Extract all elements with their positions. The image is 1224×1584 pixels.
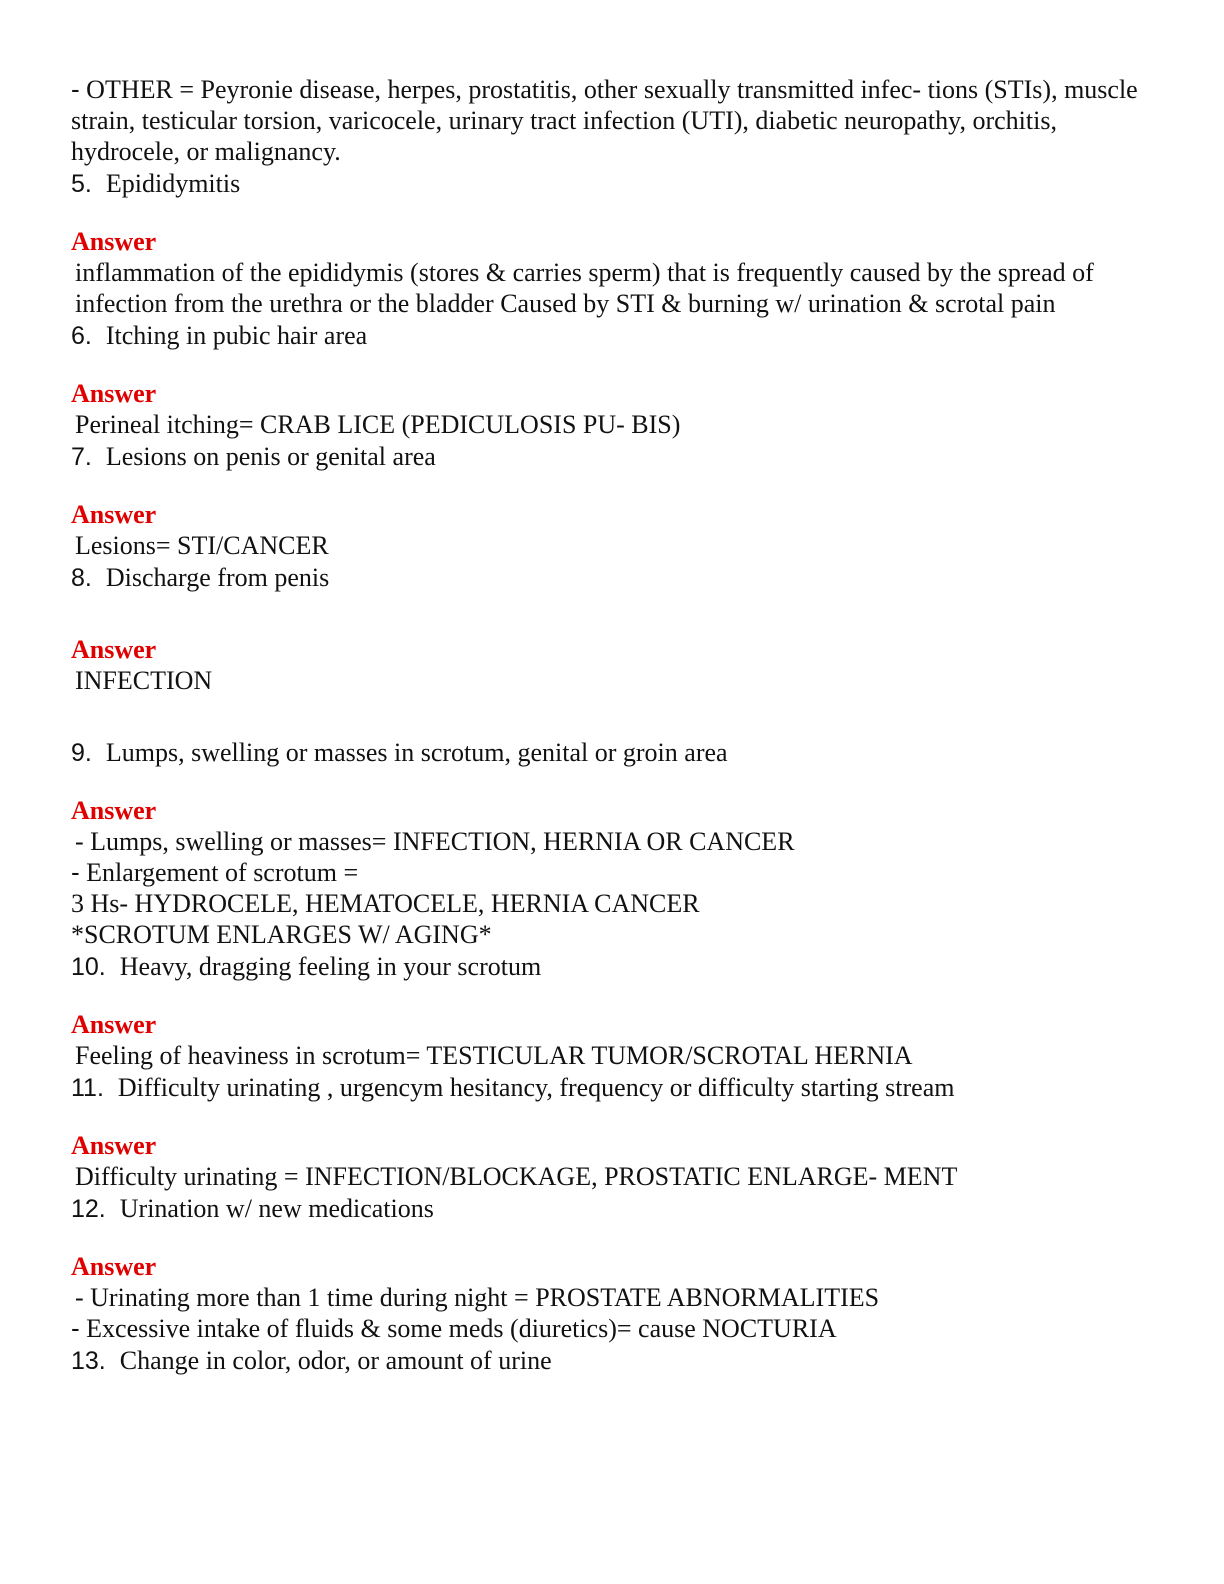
question-7 xyxy=(71,440,1161,474)
question-number: 5. xyxy=(71,170,92,198)
answer-label: Answer xyxy=(71,1010,157,1039)
answer-9-line-1: - Lumps, swelling or masses= INFECTION, HERNIA OR CANCER xyxy=(75,827,795,856)
answer-9-line-4: *SCROTUM ENLARGES W/ AGING* xyxy=(71,920,492,949)
answer-10-text: Feeling of heaviness in scrotum= TESTICULAR TUMOR/SCROTAL HERNIA xyxy=(75,1041,913,1070)
question-number: 8. xyxy=(71,564,92,592)
question-6 xyxy=(71,319,1161,353)
answer-label: Answer xyxy=(71,379,157,408)
answer-label: Answer xyxy=(71,635,157,664)
question-number: 12. xyxy=(71,1195,106,1223)
answer-8-text: INFECTION xyxy=(75,666,213,695)
question-10 xyxy=(71,950,1161,984)
question-text: Difficulty urinating , urgencym hesitancy, frequency or difficulty starting stream xyxy=(117,1073,955,1102)
answer-11-text: Difficulty urinating = INFECTION/BLOCKAGE, PROSTATIC ENLARGE- MENT xyxy=(75,1162,958,1191)
answer-5-tail: pain xyxy=(1010,289,1056,318)
question-number: 6. xyxy=(71,322,92,350)
dash: - xyxy=(71,1313,80,1343)
answer-label: Answer xyxy=(71,500,157,529)
question-11 xyxy=(71,1071,1161,1105)
answer-12-line-1: - Urinating more than 1 time during night = PROSTATE ABNORMALITIES xyxy=(75,1283,880,1312)
intro-dash: - xyxy=(71,74,80,104)
answer-12-line-2 xyxy=(71,1313,1161,1344)
question-text: Lesions on penis or genital area xyxy=(105,442,436,471)
question-number: 10. xyxy=(71,953,106,981)
answer-label: Answer xyxy=(71,796,157,825)
question-12 xyxy=(71,1192,1161,1226)
question-text: Epididymitis xyxy=(105,169,241,198)
dash: - xyxy=(71,857,80,887)
question-text: Itching in pubic hair area xyxy=(105,321,368,350)
answer-5-body: inflammation of the epididymis (stores & carries sperm) that is frequently caused by the spread of infection from the urethra or the bladder Caused by STI & burning w/ urination & scrotal xyxy=(75,258,1094,318)
question-text: Heavy, dragging feeling in your scrotum xyxy=(119,952,542,981)
question-8 xyxy=(71,561,1161,595)
question-text: Change in color, odor, or amount of urine xyxy=(119,1346,552,1375)
question-number: 11. xyxy=(71,1074,104,1102)
answer-6-text: Perineal itching= CRAB LICE (PEDICULOSIS PU- BIS) xyxy=(75,410,681,439)
question-13 xyxy=(71,1344,1161,1378)
answer-9-line-3: 3 Hs- HYDROCELE, HEMATOCELE, HERNIA CANCER xyxy=(71,889,700,918)
question-5 xyxy=(71,167,1161,201)
question-number: 7. xyxy=(71,443,92,471)
question-number: 9. xyxy=(71,739,92,767)
answer-label: Answer xyxy=(71,1252,157,1281)
intro-text: OTHER = Peyronie disease, herpes, prostatitis, other sexually transmitted infec- tions (STIs), muscle strain, testicular torsion, varicocele, urinary tract infection (UTI), diabetic neuropathy, orchitis, hydrocele, or malignancy. xyxy=(71,75,1138,166)
question-text: Discharge from penis xyxy=(105,563,330,592)
answer-label: Answer xyxy=(71,227,157,256)
answer-12-line-2-text: Excessive intake of fluids & some meds (diuretics)= cause NOCTURIA xyxy=(86,1314,837,1343)
answer-label: Answer xyxy=(71,1131,157,1160)
intro-paragraph xyxy=(71,74,1161,167)
question-number: 13. xyxy=(71,1347,106,1375)
question-text: Lumps, swelling or masses in scrotum, genital or groin area xyxy=(105,738,728,767)
answer-9-line-2-text: Enlargement of scrotum = xyxy=(86,858,359,887)
answer-9-line-2 xyxy=(71,857,1161,888)
question-9 xyxy=(71,736,1161,770)
document-page xyxy=(71,74,1161,1378)
answer-7-text: Lesions= STI/CANCER xyxy=(75,531,329,560)
question-text: Urination w/ new medications xyxy=(119,1194,434,1223)
answer-5-text xyxy=(71,257,1161,319)
